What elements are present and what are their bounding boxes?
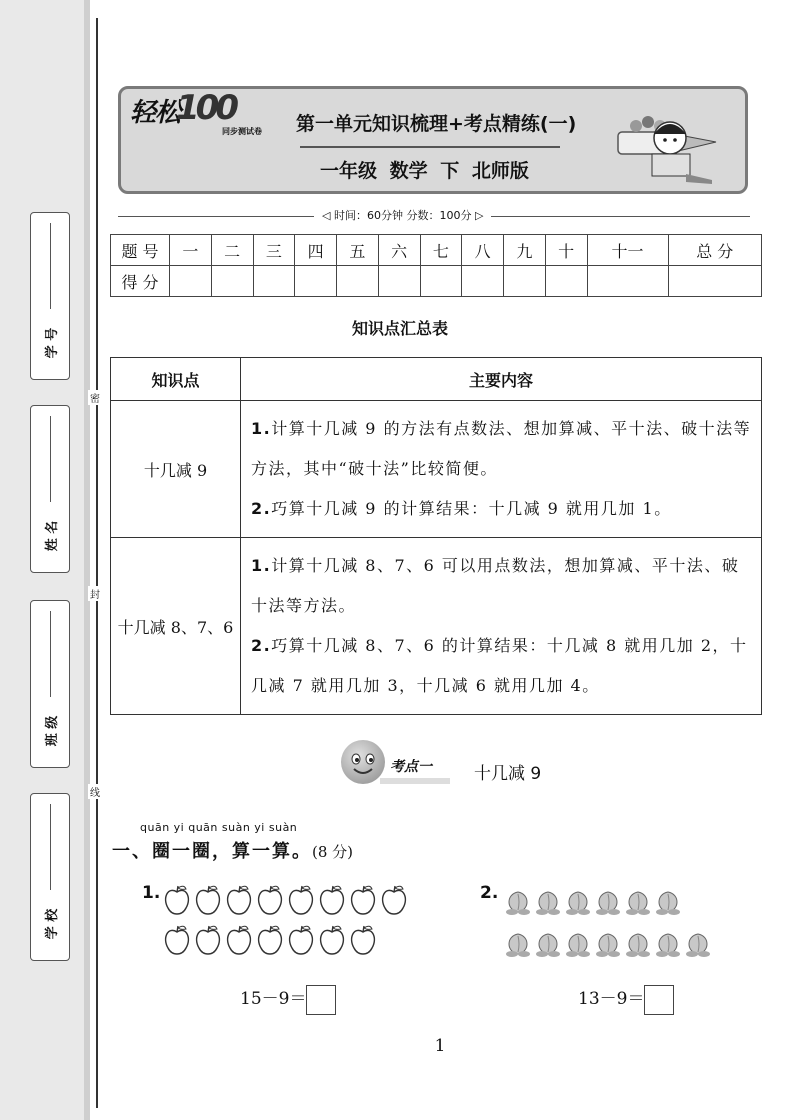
peach-icon: [596, 892, 620, 915]
score-header-cell: 题 号: [111, 235, 170, 266]
peach-icon: [536, 892, 560, 915]
col-topic-header: 知识点: [111, 358, 241, 401]
equation-text: 13－9＝: [578, 989, 645, 1009]
item-number: 2.: [251, 499, 272, 518]
item-number: 1.: [251, 556, 272, 575]
score-header-cell: 九: [504, 235, 546, 266]
seal-mark-xian: 线: [88, 784, 102, 799]
question-points: (8 分): [312, 843, 354, 861]
score-header-row: [111, 235, 762, 266]
question-pinyin: quān yi quān suàn yi suàn: [140, 821, 298, 834]
answer-box[interactable]: [306, 985, 336, 1015]
score-cell[interactable]: [337, 266, 379, 297]
item-text: 计算十几减 8、7、6 可以用点数法，想加算减、平十法、破十法等方法。: [251, 556, 740, 615]
apple-icon: [197, 886, 220, 914]
time-score-info: ◁ 时间：60分钟 分数：100分 ▷: [314, 207, 491, 223]
score-header-cell: 一: [170, 235, 212, 266]
score-header-cell: 二: [211, 235, 253, 266]
write-line: [50, 804, 51, 890]
score-table: [110, 234, 762, 297]
peach-icon: [656, 934, 680, 957]
write-line: [50, 223, 51, 309]
content-item: [251, 489, 753, 529]
score-cell[interactable]: [253, 266, 295, 297]
content-cell: [241, 538, 762, 715]
peach-icon: [686, 934, 710, 957]
content-item: [251, 409, 753, 489]
score-cell[interactable]: [295, 266, 337, 297]
class-label: 班 级: [44, 715, 60, 747]
apple-icon: [166, 926, 189, 954]
student-id-box[interactable]: [30, 212, 70, 380]
col-content-header: 主要内容: [241, 358, 762, 401]
question-title: [112, 837, 353, 863]
boy-reading-icon: [616, 104, 732, 184]
student-name-box[interactable]: [30, 405, 70, 573]
item-text: 巧算十几减 8、7、6 的计算结果：十几减 8 就用几加 2，十几减 7 就用几加 3，十几减 6 就用几加 4。: [251, 636, 748, 695]
item-number: 2.: [251, 636, 272, 655]
topic-cell: 十几减 8、7、6: [111, 538, 241, 715]
equation-text: 15－9＝: [240, 989, 307, 1009]
page-subtitle: 一年级 数学 下 北师版: [320, 160, 529, 182]
peach-icon: [536, 934, 560, 957]
problem-2-label: 2.: [480, 883, 499, 903]
page-number: 1: [434, 1036, 446, 1056]
apple-icon: [166, 886, 189, 914]
score-header-cell: 四: [295, 235, 337, 266]
score-row: [111, 266, 762, 297]
apple-icon: [259, 886, 282, 914]
section-underline: [380, 778, 450, 784]
score-header-cell: 三: [253, 235, 295, 266]
score-header-cell: 五: [337, 235, 379, 266]
question-text: 一、圈一圈，算一算。: [112, 841, 312, 862]
content-item: [251, 626, 753, 706]
binding-line: [96, 18, 98, 1108]
peach-icon: [506, 892, 530, 915]
apple-icon: [383, 886, 406, 914]
peach-icon: [566, 934, 590, 957]
apple-icon: [352, 886, 375, 914]
apple-group[interactable]: [160, 884, 420, 964]
student-name-label: 姓 名: [44, 520, 60, 552]
problem-1-equation: [240, 984, 336, 1015]
peach-icon: [626, 934, 650, 957]
score-row-label: 得 分: [111, 266, 170, 297]
apple-icon: [321, 886, 344, 914]
peach-icon: [506, 934, 530, 957]
score-cell[interactable]: [378, 266, 420, 297]
score-header-cell: 十一: [587, 235, 668, 266]
write-line: [50, 416, 51, 502]
apple-icon: [352, 926, 375, 954]
page-title: 第一单元知识梳理+考点精练(一): [296, 113, 577, 135]
logo-number: 100: [176, 88, 235, 128]
score-cell[interactable]: [668, 266, 762, 297]
title-divider: [300, 146, 560, 148]
binding-strip-edge: [84, 0, 90, 1120]
knowledge-row: [111, 538, 762, 715]
peach-icon: [626, 892, 650, 915]
logo-subtitle: 同步测试卷: [222, 127, 262, 136]
item-text: 巧算十几减 9 的计算结果：十几减 9 就用几加 1。: [271, 499, 672, 518]
score-header-cell: 总 分: [668, 235, 762, 266]
item-text: 计算十几减 9 的方法有点数法、想加算减、平十法、破十法等方法，其中“破十法”比较简便。: [251, 419, 752, 478]
score-cell[interactable]: [504, 266, 546, 297]
seal-mark-feng: 封: [88, 586, 102, 601]
section-title: 十几减 9: [474, 764, 542, 784]
school-label: 学 校: [44, 908, 60, 940]
student-id-label: 学 号: [44, 327, 60, 359]
apple-icon: [290, 886, 313, 914]
score-cell[interactable]: [462, 266, 504, 297]
apple-icon: [228, 926, 251, 954]
time-score-text: 时间：60分钟 分数：100分: [333, 209, 472, 222]
content-cell: [241, 401, 762, 538]
class-box[interactable]: [30, 600, 70, 768]
score-header-cell: 八: [462, 235, 504, 266]
peach-icon: [656, 892, 680, 915]
apple-icon: [321, 926, 344, 954]
score-header-cell: 十: [545, 235, 587, 266]
smiley-mascot-icon: [341, 740, 385, 784]
peach-group[interactable]: [500, 886, 720, 966]
knowledge-row: [111, 401, 762, 538]
item-number: 1.: [251, 419, 272, 438]
score-cell[interactable]: [587, 266, 668, 297]
topic-cell: 十几减 9: [111, 401, 241, 538]
score-cell[interactable]: [420, 266, 462, 297]
apple-icon: [290, 926, 313, 954]
problem-2-equation: [578, 984, 674, 1015]
logo-text: 轻松: [130, 98, 181, 128]
knowledge-header-row: [111, 358, 762, 401]
knowledge-table: [110, 357, 762, 715]
score-header-cell: 七: [420, 235, 462, 266]
peach-icon: [596, 934, 620, 957]
apple-icon: [197, 926, 220, 954]
answer-box[interactable]: [644, 985, 674, 1015]
section-badge: 考点一: [390, 759, 432, 775]
peach-icon: [566, 892, 590, 915]
apple-icon: [228, 886, 251, 914]
school-box[interactable]: [30, 793, 70, 961]
content-item: [251, 546, 753, 626]
score-cell[interactable]: [170, 266, 212, 297]
apple-icon: [259, 926, 282, 954]
score-cell[interactable]: [545, 266, 587, 297]
score-cell[interactable]: [211, 266, 253, 297]
write-line: [50, 611, 51, 697]
problem-1-label: 1.: [142, 883, 161, 903]
summary-title: 知识点汇总表: [351, 319, 448, 338]
seal-mark-mi: 密: [88, 390, 102, 405]
score-header-cell: 六: [378, 235, 420, 266]
